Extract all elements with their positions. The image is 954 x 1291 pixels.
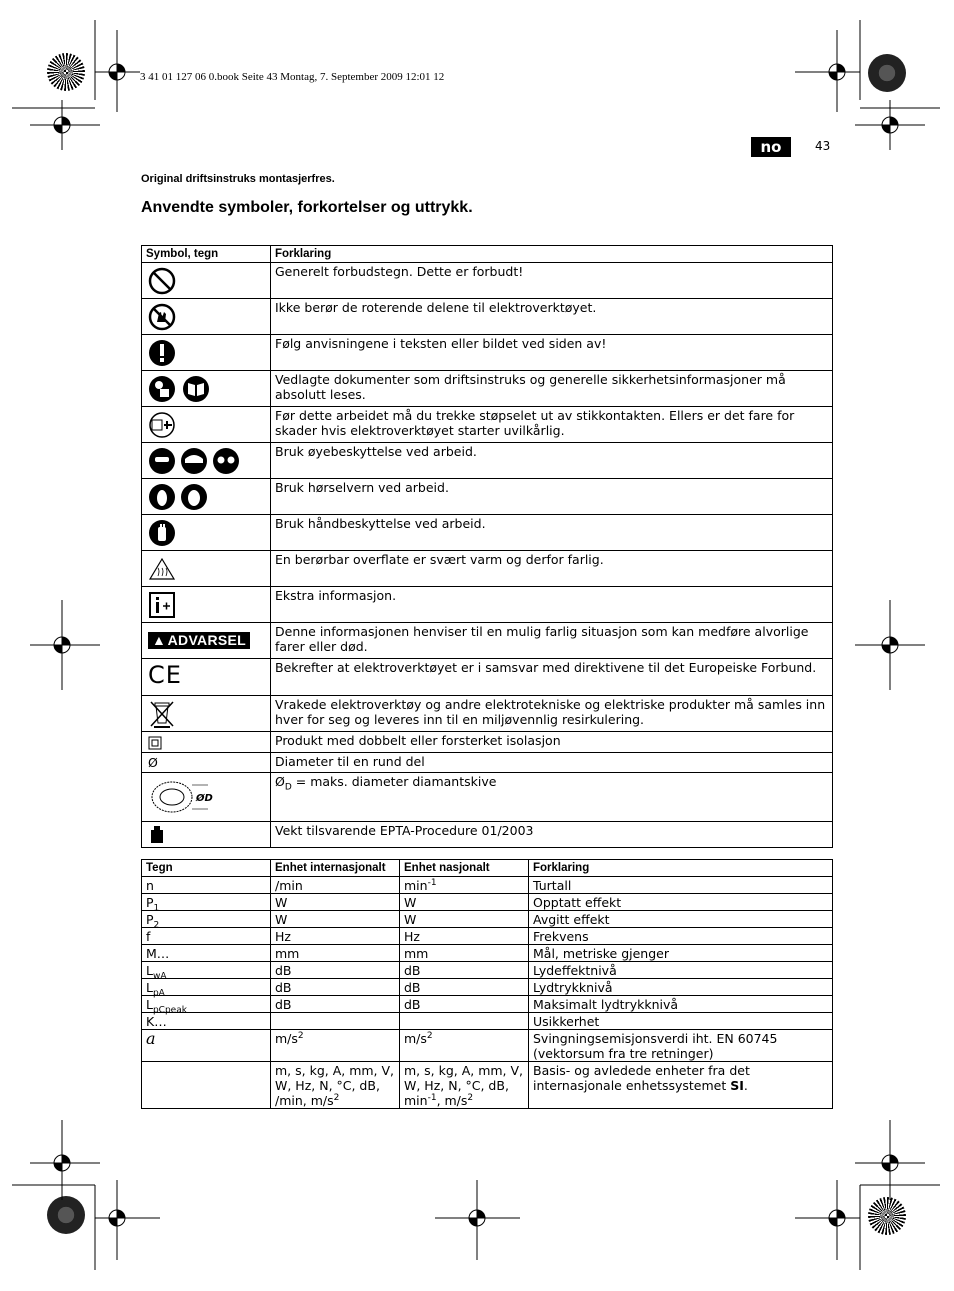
table-row	[142, 335, 833, 371]
diamond-disc-icon	[148, 777, 218, 817]
explanation-tail: .	[743, 1078, 748, 1093]
table-row	[142, 877, 833, 894]
column-header-unit-international: Enhet internasjonalt	[271, 860, 400, 877]
explanation-cell: Diameter til en rund del	[271, 752, 833, 772]
symbol-cell	[142, 696, 271, 732]
explanation-cell: Lydeffektnivå	[529, 962, 833, 979]
explanation-cell: Bekrefter at elektroverktøyet er i samsvar med direktivene til det Europeiske Forbund.	[271, 659, 833, 696]
unit-intl-cell: /min	[271, 877, 400, 894]
warning-label: ▲ ADVARSEL	[148, 632, 250, 649]
diamond-disc-label: ØD	[196, 792, 213, 804]
unit-nat-cell: dB	[400, 979, 529, 996]
unit-intl-cell: W	[271, 911, 400, 928]
unit-intl-cell: mm	[271, 945, 400, 962]
explanation-cell: Vekt tilsvarende EPTA-Procedure 01/2003	[271, 821, 833, 847]
unit-nat-cell: dB	[400, 962, 529, 979]
unit-intl-cell	[271, 1013, 400, 1030]
sign-cell	[142, 877, 271, 894]
sign-cell	[142, 1062, 271, 1109]
unit-exponent: 2	[467, 1092, 474, 1103]
diameter-subscript: D	[284, 782, 292, 792]
explanation-cell: Opptatt effekt	[529, 894, 833, 911]
table-row	[142, 696, 833, 732]
sign-text: L	[146, 963, 153, 978]
page-title: Anvendte symboler, forkortelser og uttrykk.	[141, 199, 473, 216]
column-header-explanation: Forklaring	[271, 246, 833, 263]
diameter-text: = maks. diameter diamantskive	[291, 773, 497, 789]
table-row	[142, 911, 833, 928]
sign-subscript: pCpeak	[152, 1005, 187, 1016]
symbol-cell	[142, 515, 271, 551]
explanation-cell: Bruk øyebeskyttelse ved arbeid.	[271, 443, 833, 479]
symbol-cell	[142, 659, 271, 696]
document-subtitle: Original driftsinstruks montasjerfres.	[141, 173, 335, 185]
unit-nat-cell	[400, 1062, 529, 1109]
unit-nat-cell: Hz	[400, 928, 529, 945]
sign-cell	[142, 962, 271, 982]
symbol-cell	[142, 371, 271, 407]
explanation-cell: Bruk hørselvern ved arbeid.	[271, 479, 833, 515]
hot-surface-icon	[148, 556, 176, 582]
explanation-cell: Produkt med dobbelt eller forsterket isolasjon	[271, 732, 833, 753]
table-row	[142, 659, 833, 696]
table-row	[142, 407, 833, 443]
unit-text: min	[404, 878, 428, 893]
explanation-cell: Generelt forbudstegn. Dette er forbudt!	[271, 263, 833, 299]
explanation-cell: Vrakede elektroverktøy og andre elektrotekniske og elektriske produkter må samles inn hver for seg og leveres inn til en miljøvennlig resirkulering.	[271, 696, 833, 732]
no-touch-rotating-icon	[148, 303, 176, 331]
table-row	[142, 515, 833, 551]
table-row	[142, 623, 833, 659]
print-header-line: 3 41 01 127 06 0.book Seite 43 Montag, 7. September 2009 12:01 12	[140, 71, 445, 83]
table-row	[142, 821, 833, 847]
explanation-cell: Turtall	[529, 877, 833, 894]
unit-nat-cell: mm	[400, 945, 529, 962]
sign-text: L	[146, 980, 153, 995]
ce-mark-icon: CE	[148, 661, 182, 689]
sign-cell: f	[142, 928, 271, 945]
unit-text-tail: , m/s	[436, 1093, 468, 1108]
column-header-sign: Tegn	[142, 860, 271, 877]
table-row	[142, 551, 833, 587]
read-manual-icon	[148, 375, 176, 403]
explanation-text: Basis- og avledede enheter fra det internasjonale enhetssystemet	[533, 1063, 750, 1093]
unit-nat-cell: W	[400, 894, 529, 911]
sign-subscript: wA	[152, 971, 167, 982]
table-row	[142, 945, 833, 962]
unit-exponent: 2	[297, 1030, 304, 1041]
unit-exponent: 2	[333, 1092, 340, 1103]
exclamation-icon	[148, 339, 176, 367]
column-header-unit-national: Enhet nasjonalt	[400, 860, 529, 877]
warning-label-text: ADVARSEL	[167, 632, 247, 648]
sign-cell	[142, 911, 271, 931]
weee-bin-icon	[148, 699, 176, 729]
weight-icon	[148, 824, 166, 844]
sign-text: P	[146, 895, 154, 910]
unit-text: m/s	[275, 1031, 298, 1046]
unit-intl-cell: dB	[271, 996, 400, 1013]
unit-intl-cell: dB	[271, 979, 400, 996]
unit-nat-cell	[400, 1030, 529, 1062]
symbol-cell	[142, 623, 271, 659]
si-abbreviation: SI	[730, 1078, 744, 1093]
info-icon	[148, 591, 176, 619]
sign-text: P	[146, 912, 154, 927]
unit-intl-cell	[271, 1030, 400, 1062]
explanation-cell: Før dette arbeidet må du trekke støpselet ut av stikkontakten. Ellers er det fare for skader hvis elektroverktøyet starter uvilkårlig.	[271, 407, 833, 443]
unit-nat-cell	[400, 1013, 529, 1030]
table-row	[142, 732, 833, 753]
unit-nat-cell: W	[400, 911, 529, 928]
explanation-cell: Mål, metriske gjenger	[529, 945, 833, 962]
sign-subscript: pA	[152, 988, 165, 999]
table-row	[142, 772, 833, 821]
unit-exponent: -1	[427, 877, 437, 888]
explanation-cell: Ikke berør de roterende delene til elektroverktøyet.	[271, 299, 833, 335]
table-row	[142, 371, 833, 407]
sign-cell: K…	[142, 1013, 271, 1030]
sign-cell: M…	[142, 945, 271, 962]
explanation-cell: Frekvens	[529, 928, 833, 945]
symbol-cell	[142, 335, 271, 371]
explanation-cell: Svingningsemisjonsverdi iht. EN 60745 (vektorsum fra tre retninger)	[529, 1030, 833, 1062]
eye-protection-icon	[148, 447, 240, 475]
unit-nat-cell	[400, 877, 529, 894]
explanation-cell: Bruk håndbeskyttelse ved arbeid.	[271, 515, 833, 551]
column-header-explanation: Forklaring	[529, 860, 833, 877]
sign-cell	[142, 1030, 271, 1062]
explanation-cell: Vedlagte dokumenter som driftsinstruks og generelle sikkerhetsinformasjoner må absolutt leses.	[271, 371, 833, 407]
language-badge: no	[751, 137, 791, 157]
sign-subscript: 1	[153, 903, 160, 914]
symbols-table-header	[142, 246, 833, 263]
explanation-cell: Ekstra informasjon.	[271, 587, 833, 623]
symbol-cell	[142, 263, 271, 299]
symbol-cell	[142, 407, 271, 443]
sign-text: L	[146, 997, 153, 1012]
table-row	[142, 479, 833, 515]
explanation-cell: Usikkerhet	[529, 1013, 833, 1030]
diameter-sign: Ø	[275, 773, 285, 789]
table-row	[142, 299, 833, 335]
unit-nat-cell: dB	[400, 996, 529, 1013]
unit-text: m, s, kg, A, mm, V, W, Hz, N, °C, dB, /min, m/s	[275, 1063, 395, 1108]
symbols-table	[141, 245, 833, 848]
double-insulation-icon	[148, 736, 162, 750]
table-row	[142, 443, 833, 479]
units-table	[141, 859, 833, 1109]
explanation-cell: Maksimalt lydtrykknivå	[529, 996, 833, 1013]
table-row	[142, 1013, 833, 1030]
symbol-cell: Ø	[142, 752, 271, 772]
explanation-cell: Avgitt effekt	[529, 911, 833, 928]
ear-protection-icon	[148, 483, 208, 511]
table-row	[142, 263, 833, 299]
symbol-cell	[142, 821, 271, 847]
sign-cell	[142, 979, 271, 999]
prohibition-icon	[148, 267, 176, 295]
symbol-cell	[142, 443, 271, 479]
page-number: 43	[815, 139, 831, 153]
table-row	[142, 928, 833, 945]
table-row	[142, 996, 833, 1013]
unplug-icon	[148, 411, 176, 439]
table-row	[142, 587, 833, 623]
unit-exponent: 2	[426, 1030, 433, 1041]
unit-exponent: -1	[427, 1092, 437, 1103]
unit-text: m, s, kg, A, mm, V, W, Hz, N, °C, dB, min	[404, 1063, 524, 1108]
table-row	[142, 962, 833, 979]
explanation-cell: Følg anvisningene i teksten eller bildet ved siden av!	[271, 335, 833, 371]
symbol-cell	[142, 587, 271, 623]
symbol-cell	[142, 479, 271, 515]
sign-cell	[142, 894, 271, 914]
unit-intl-cell: W	[271, 894, 400, 911]
symbol-cell	[142, 772, 271, 821]
explanation-cell: Denne informasjonen henviser til en mulig farlig situasjon som kan medføre alvorlige farer eller død.	[271, 623, 833, 659]
units-table-header	[142, 860, 833, 877]
unit-intl-cell: Hz	[271, 928, 400, 945]
sign-text: a	[146, 1029, 156, 1048]
hand-protection-icon	[148, 519, 176, 547]
sign-cell	[142, 996, 271, 1016]
table-row	[142, 894, 833, 911]
explanation-cell	[529, 1062, 833, 1109]
explanation-cell: En berørbar overflate er svært varm og derfor farlig.	[271, 551, 833, 587]
symbol-cell	[142, 551, 271, 587]
unit-intl-cell: dB	[271, 962, 400, 979]
symbol-cell	[142, 732, 271, 753]
sign-subscript: 2	[153, 920, 160, 931]
explanation-cell	[271, 772, 833, 821]
table-row	[142, 1062, 833, 1109]
table-row	[142, 1030, 833, 1062]
unit-text: m/s	[404, 1031, 427, 1046]
table-row	[142, 979, 833, 996]
manual-book-icon	[180, 375, 212, 403]
table-row	[142, 752, 833, 772]
explanation-cell: Lydtrykknivå	[529, 979, 833, 996]
sign-text: n	[146, 878, 154, 893]
symbol-cell	[142, 299, 271, 335]
unit-intl-cell	[271, 1062, 400, 1109]
column-header-symbol: Symbol, tegn	[142, 246, 271, 263]
